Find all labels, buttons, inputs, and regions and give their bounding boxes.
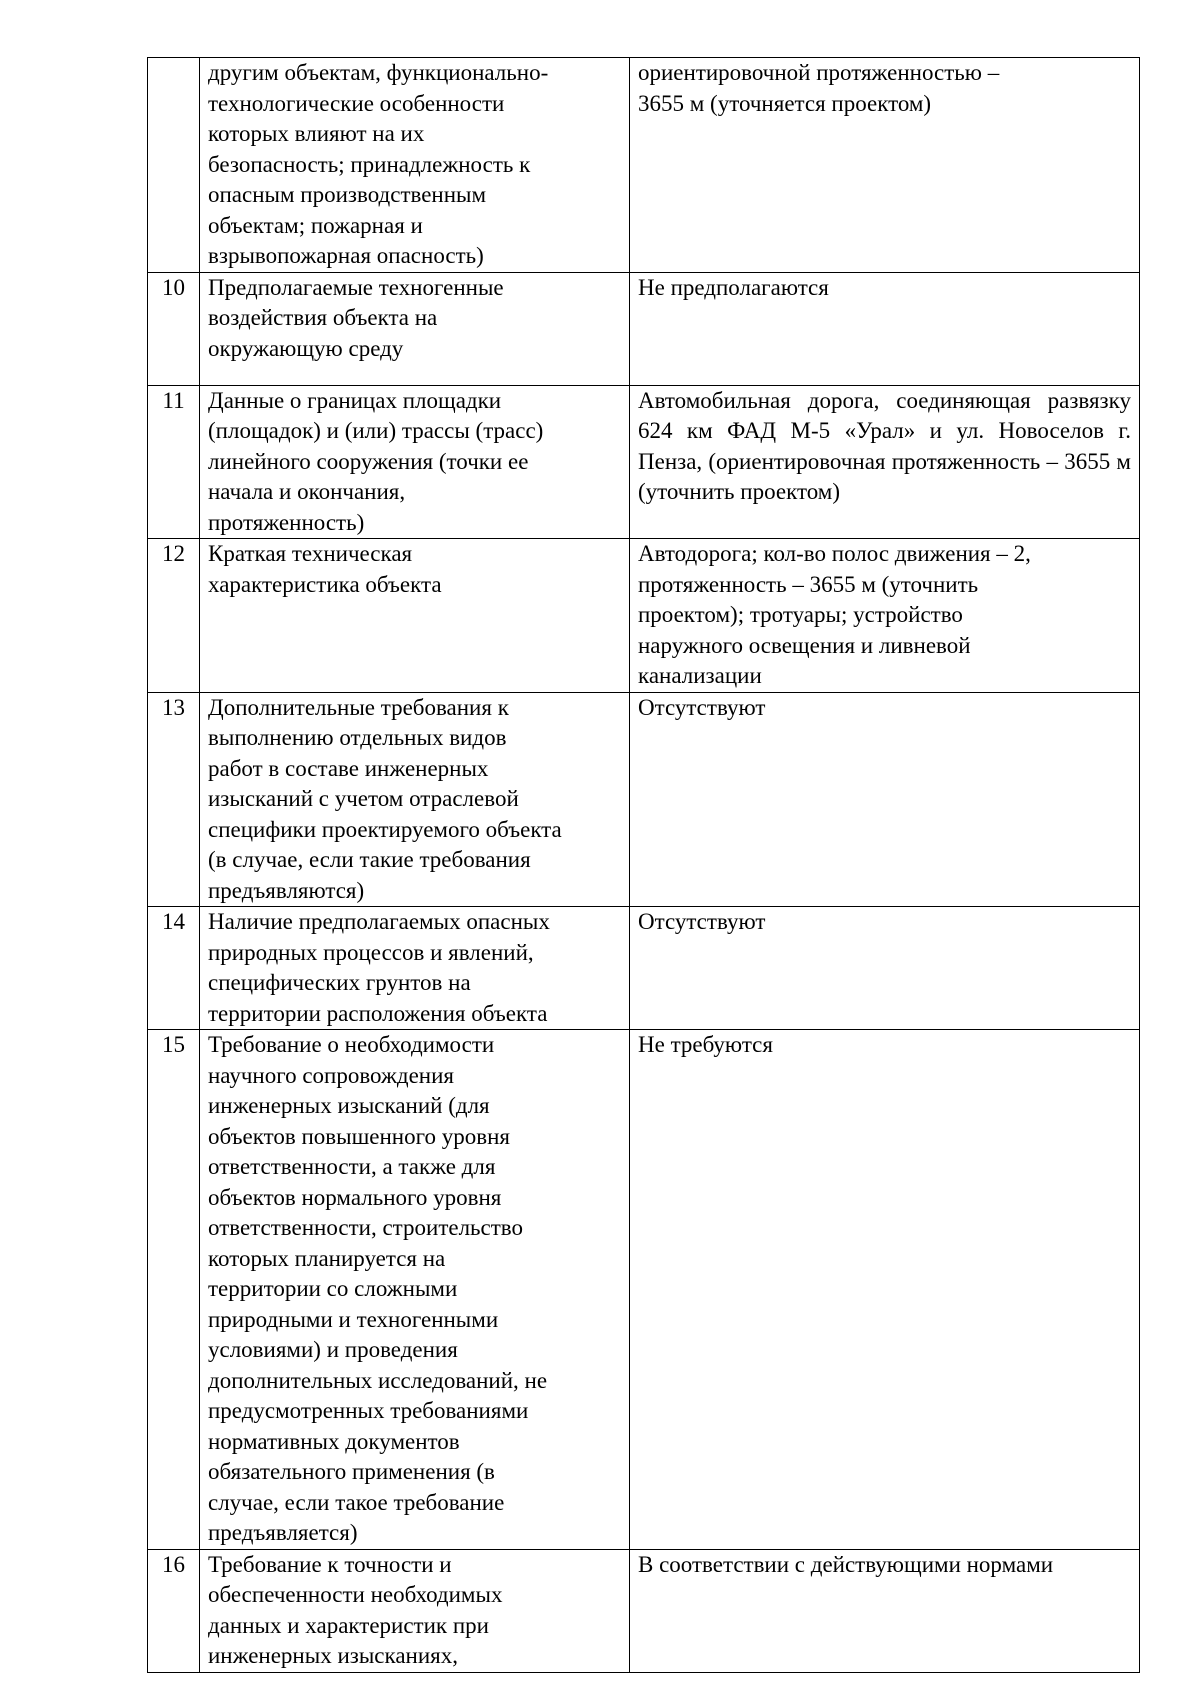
parameter-name: Данные о границах площадки (площадок) и (или) трассы (трасс) линейного сооружения (точки ее начала и окончания, протяженность) [200,385,630,539]
parameter-name: другим объектам, функционально- технологические особенности которых влияют на их безопасность; принадлежность к опасным производственным объектам; пожарная и взрывопожарная опасность) [200,58,630,273]
parameter-name: Наличие предполагаемых опасных природных процессов и явлений, специфических грунтов на территории расположения объекта [200,907,630,1030]
parameter-name: Предполагаемые техногенные воздействия объекта на окружающую среду [200,272,630,385]
parameter-name: Краткая техническая характеристика объекта [200,539,630,693]
parameter-value: В соответствии с действующими нормами [630,1549,1140,1672]
parameter-name: Требование к точности и обеспеченности необходимых данных и характеристик при инженерных изысканиях, [200,1549,630,1672]
parameter-value: Не требуются [630,1030,1140,1550]
parameter-value: Автодорога; кол-во полос движения – 2, протяженность – 3655 м (уточнить проектом); тротуары; устройство наружного освещения и ливневой канализации [630,539,1140,693]
parameter-value: Отсутствуют [630,907,1140,1030]
row-number: 14 [148,907,200,1030]
table-row [148,692,1140,907]
parameter-value: ориентировочной протяженностью – 3655 м (уточняется проектом) [630,58,1140,273]
row-number: 12 [148,539,200,693]
row-number: 10 [148,272,200,385]
row-number [148,58,200,273]
table-row [148,1549,1140,1672]
parameter-name: Дополнительные требования к выполнению отдельных видов работ в составе инженерных изысканий с учетом отраслевой специфики проектируемого объекта (в случае, если такие требования предъявляются) [200,692,630,907]
table-row [148,1030,1140,1550]
row-number: 11 [148,385,200,539]
row-number: 13 [148,692,200,907]
row-number: 16 [148,1549,200,1672]
row-number: 15 [148,1030,200,1550]
table-row [148,385,1140,539]
table-row [148,272,1140,385]
table-row [148,539,1140,693]
parameter-value: Автомобильная дорога, соединяющая развязку 624 км ФАД М-5 «Урал» и ул. Новоселов г. Пенза, (ориентировочная протяженность – 3655 м (уточнить проектом) [630,385,1140,539]
parameter-value: Не предполагаются [630,272,1140,385]
parameter-value: Отсутствуют [630,692,1140,907]
table-row [148,907,1140,1030]
requirements-table [147,57,1140,1673]
parameter-name: Требование о необходимости научного сопровождения инженерных изысканий (для объектов повышенного уровня ответственности, а также для объектов нормального уровня ответственности, строительство которых планируется на территории со сложными природными и техногенными условиями) и проведения дополнительных исследований, не предусмотренных требованиями нормативных документов обязательного применения (в случае, если такое требование предъявляется) [200,1030,630,1550]
table-row [148,58,1140,273]
